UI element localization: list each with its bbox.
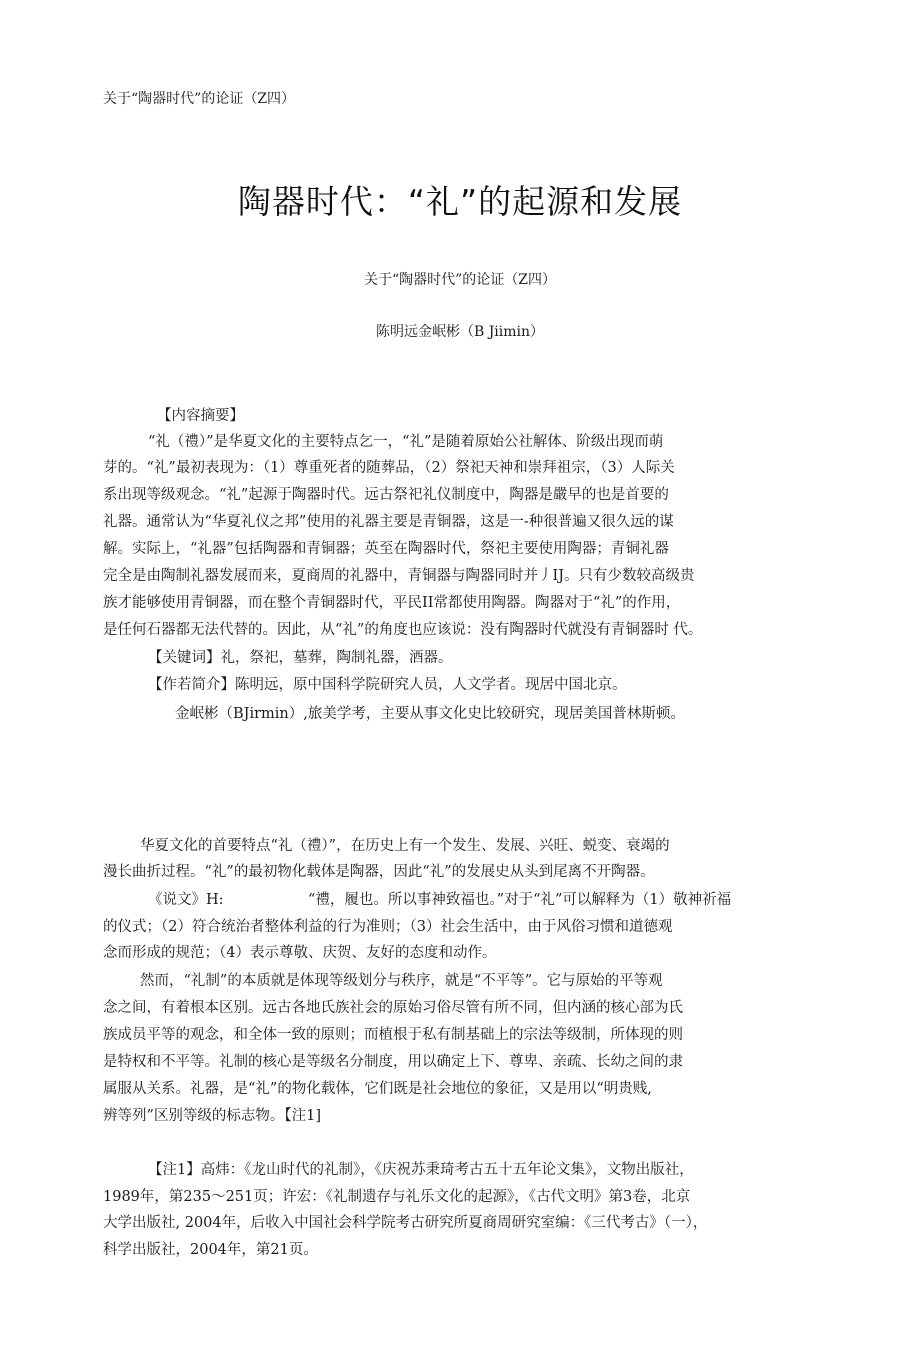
footnote-line: 科学出版社，2004年，第21页。	[103, 1242, 318, 1258]
abstract-line: 是任何石器都无法代替的。因此，从“礼”的角度也应该说：没有陶器时代就没有青铜器时 代。	[103, 622, 703, 638]
abstract-line: 芽的。“礼”最初表现为：（1）尊重死者的随葬品，（2）祭祀天神和崇拜祖宗，（3）人际关	[103, 460, 675, 476]
running-header: 关于“陶器时代”的论证（Z四）	[103, 91, 296, 107]
body-line: 华夏文化的首要特点“礼（禮）”，在历史上有一个发生、发展、兴旺、蜕变、衰竭的	[140, 838, 670, 854]
article-authors: 陈明远金岷彬（B Jiimin）	[375, 324, 545, 340]
body-line: 属服从关系。礼器，是“礼”的物化载体，它们既是社会地位的象征，又是用以“明贵贱,	[103, 1081, 652, 1097]
keywords: 【关键词】礼，祭祀，墓葬，陶制礼器，酒器。	[148, 650, 453, 666]
abstract-line: 解。实际上，“礼器”包括陶器和青铜器；英至在陶器时代，祭祀主要使用陶器；青铜礼器	[103, 541, 669, 557]
article-subtitle: 关于“陶器时代”的论证（Z四）	[363, 272, 557, 288]
body-line: “禮，履也。所以事神致福也。”对于“礼”可以解释为（1）敬神祈福	[308, 892, 732, 908]
body-line: 是特权和不平等。礼制的核心是等级名分制度，用以确定上下、尊卑、亲疏、长幼之间的隶	[103, 1054, 683, 1070]
body-line: 漫长曲折过程。“礼”的最初物化载体是陶器，因此“礼”的发展史从头到尾离不开陶器。	[103, 864, 655, 880]
body-line: 念而形成的规范；（4）表示尊敬、庆贺、友好的态度和动作。	[103, 945, 497, 961]
body-line: 的仪式；（2）符合统治者整体利益的行为准则；（3）社会生活中，由于风俗习惯和道德观	[103, 919, 673, 935]
footnote-line: 【注1】高炜：《龙山时代的礼制》，《庆祝苏秉琦考古五十五年论文集》，文物出版社，	[148, 1162, 694, 1178]
abstract-line: 完全是由陶制礼器发展而来，夏商周的礼器中，青铜器与陶器同时并丿IJ。只有少数较高级贵	[103, 568, 695, 584]
author-bio: 【作若简介】陈明远，原中国科学院研究人员，人文学者。现居中国北京。	[148, 677, 627, 693]
abstract-line: 族才能够使用青铜器，而在整个青铜器时代，平民II常都使用陶器。陶器对于“礼”的作用，	[103, 595, 681, 611]
footnote-line: 大学出版社, 2004年，后收入中国社会科学院考古研究所夏商周研究室编：《三代考古》（一），	[103, 1215, 708, 1231]
body-line: 《说文》H:	[148, 892, 224, 908]
abstract-heading: 【内容摘要】	[157, 408, 244, 424]
body-line: 族成员平等的观念，和全体一致的原则；而植根于私有制基础上的宗法等级制，所体现的则	[103, 1027, 683, 1043]
body-line: 然而，“礼制”的本质就是体现等级划分与秩序，就是“不平等”。它与原始的平等观	[140, 973, 663, 989]
body-line: 念之间，有着根本区别。远古各地氏族社会的原始习俗尽管有所不同，但内涵的核心部为氏	[103, 1000, 683, 1016]
footnote-line: 1989年，第235～251页；许宏：《礼制遗存与礼乐文化的起源》，《古代文明》第3卷，北京	[103, 1189, 691, 1205]
abstract-line: “礼（禮）”是华夏文化的主要特点乞一，“礼”是随着原始公社解体、阶级出现而萌	[148, 434, 664, 450]
abstract-line: 系出现等级观念。“礼”起源于陶器时代。远古祭祀礼仪制度中，陶器是嚴早的也是首要的	[103, 487, 669, 503]
author-bio: 金岷彬（BJirmin）,旅美学考，主要从事文化史比较研究，现居美国普林斯顿。	[175, 706, 685, 722]
body-line: 辨等列”区别等级的标志物。【注1]	[103, 1108, 322, 1124]
article-title: 陶器时代：“礼”的起源和发展	[237, 182, 683, 221]
abstract-line: 礼器。通常认为“华夏礼仪之邦”使用的礼器主要是青铜器，这是一-种很普遍又很久远的谋	[103, 514, 674, 530]
